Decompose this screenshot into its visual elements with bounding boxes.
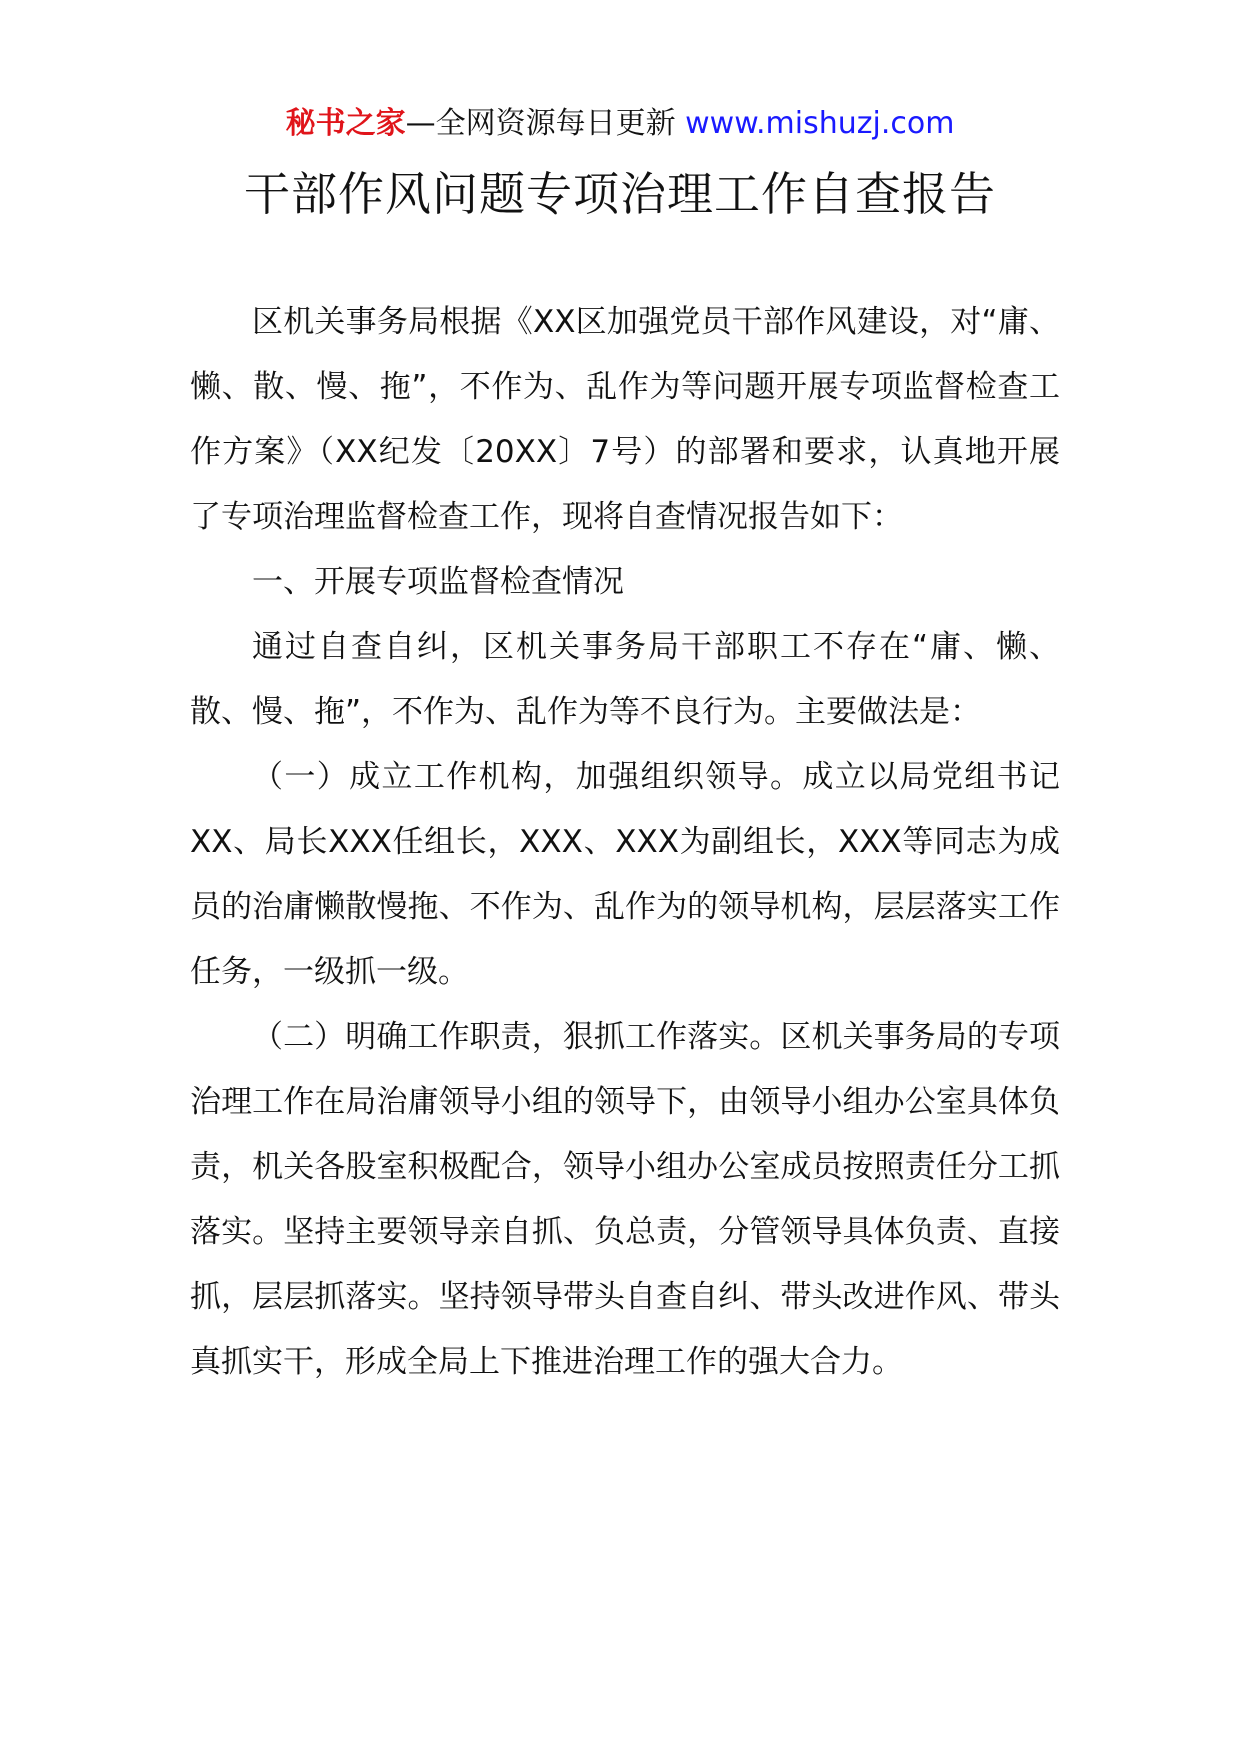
site-header — [0, 104, 1240, 144]
paragraph-item-1: （一）成立工作机构，加强组织领导。成立以局党组书记XX、局长XXX任组长，XXX、XXX为副组长，XXX等同志为成员的治庸懒散慢拖、不作为、乱作为的领导机构，层层落实工作任务，一级抓一级。 — [190, 759, 1060, 990]
paragraph-intro: 区机关事务局根据《XX区加强党员干部作风建设，对“庸、懒、散、慢、拖”，不作为、乱作为等问题开展专项监督检查工作方案》（XX纪发〔20XX〕7号）的部署和要求，认真地开展了专项治理监督检查工作，现将自查情况报告如下： — [190, 304, 1060, 535]
section-heading-1: 一、开展专项监督检查情况 — [252, 564, 624, 600]
paragraph-summary: 通过自查自纠，区机关事务局干部职工不存在“庸、懒、散、慢、拖”，不作为、乱作为等不良行为。主要做法是： — [190, 629, 1060, 730]
document-body — [190, 290, 1060, 1395]
document-title: 干部作风问题专项治理工作自查报告 — [244, 167, 996, 221]
header-tagline: —全网资源每日更新 — [405, 106, 676, 141]
brand-name: 秘书之家 — [285, 106, 406, 141]
site-url[interactable]: www.mishuzj.com — [685, 106, 955, 141]
paragraph-item-2: （二）明确工作职责，狠抓工作落实。区机关事务局的专项治理工作在局治庸领导小组的领导下，由领导小组办公室具体负责，机关各股室积极配合，领导小组办公室成员按照责任分工抓落实。坚持主要领导亲自抓、负总责，分管领导具体负责、直接抓，层层抓落实。坚持领导带头自查自纠、带头改进作风、带头真抓实干，形成全局上下推进治理工作的强大合力。 — [190, 1019, 1060, 1380]
